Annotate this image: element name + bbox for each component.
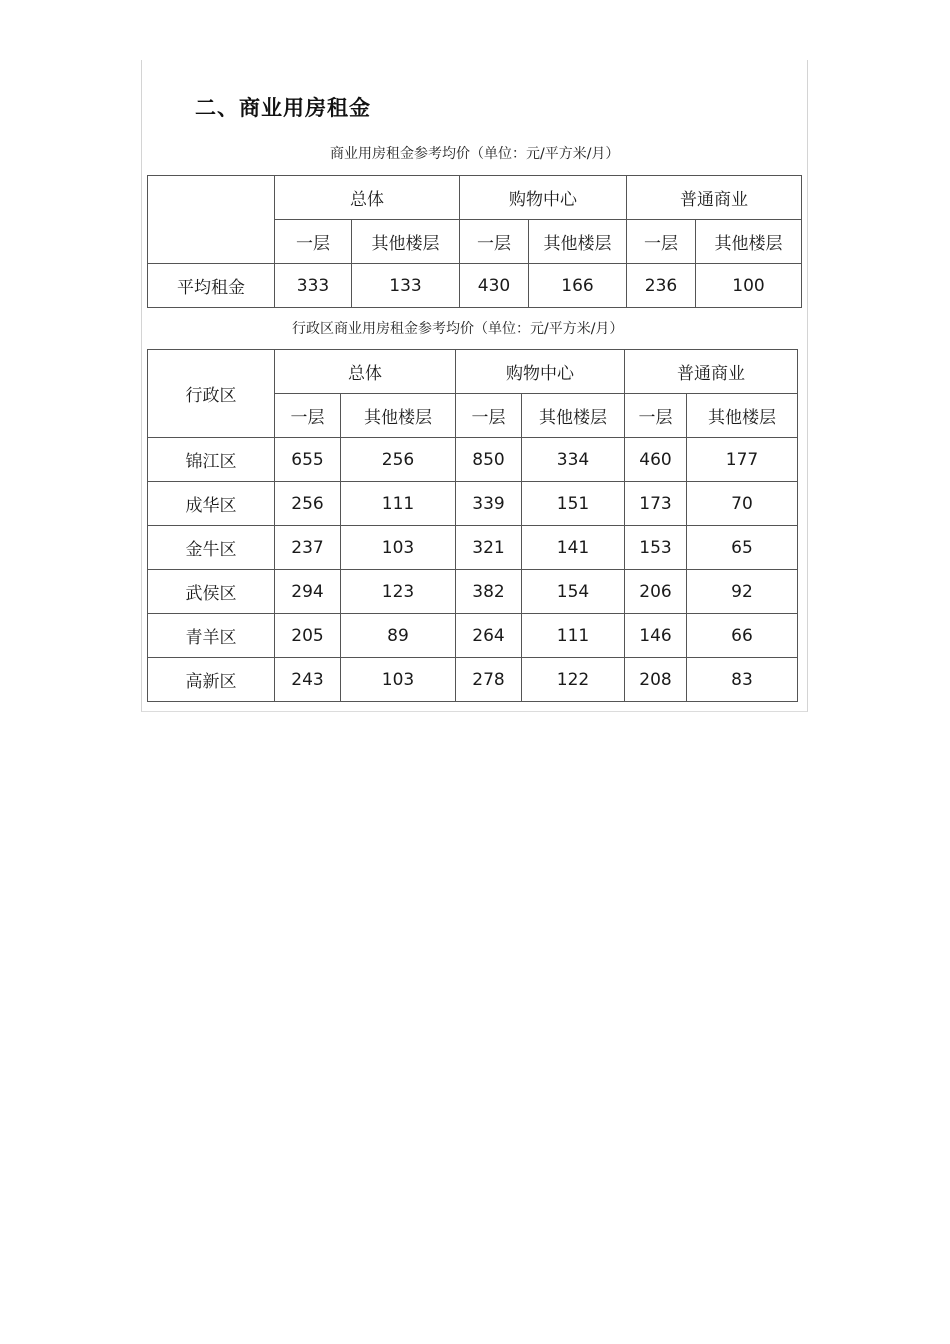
value-cell: 154 [522, 570, 625, 614]
subheader-cell: 其他楼层 [529, 220, 627, 264]
value-cell: 173 [625, 482, 687, 526]
table-row [148, 264, 802, 308]
value-cell: 460 [625, 438, 687, 482]
district-column-header: 行政区 [148, 350, 275, 438]
value-cell: 153 [625, 526, 687, 570]
subheader-cell: 一层 [625, 394, 687, 438]
value-cell: 264 [456, 614, 522, 658]
value-cell: 177 [687, 438, 798, 482]
table2-caption: 行政区商业用房租金参考均价（单位：元/平方米/月） [292, 321, 624, 337]
value-cell: 243 [275, 658, 341, 702]
value-cell: 100 [696, 264, 802, 308]
value-cell: 70 [687, 482, 798, 526]
value-cell: 850 [456, 438, 522, 482]
group-header-shopping-center: 购物中心 [456, 350, 625, 394]
value-cell: 237 [275, 526, 341, 570]
value-cell: 430 [460, 264, 529, 308]
value-cell: 133 [352, 264, 460, 308]
subheader-cell: 一层 [275, 220, 352, 264]
value-cell: 89 [341, 614, 456, 658]
value-cell: 256 [275, 482, 341, 526]
group-header-shopping-center: 购物中心 [460, 176, 627, 220]
subheader-cell: 其他楼层 [352, 220, 460, 264]
table-row [148, 482, 798, 526]
subheader-cell: 一层 [275, 394, 341, 438]
value-cell: 382 [456, 570, 522, 614]
value-cell: 151 [522, 482, 625, 526]
subheader-cell: 其他楼层 [696, 220, 802, 264]
rent-summary-table [147, 175, 802, 308]
section-heading: 二、商业用房租金 [195, 96, 371, 120]
value-cell: 111 [341, 482, 456, 526]
row-label: 锦江区 [148, 438, 275, 482]
subheader-cell: 一层 [460, 220, 529, 264]
subheader-cell: 其他楼层 [522, 394, 625, 438]
group-header-general-retail: 普通商业 [627, 176, 802, 220]
value-cell: 103 [341, 526, 456, 570]
value-cell: 334 [522, 438, 625, 482]
value-cell: 123 [341, 570, 456, 614]
value-cell: 92 [687, 570, 798, 614]
subheader-cell: 一层 [627, 220, 696, 264]
value-cell: 256 [341, 438, 456, 482]
table-row [148, 438, 798, 482]
value-cell: 206 [625, 570, 687, 614]
value-cell: 83 [687, 658, 798, 702]
table1-caption: 商业用房租金参考均价（单位：元/平方米/月） [330, 146, 620, 162]
value-cell: 103 [341, 658, 456, 702]
table-row [148, 658, 798, 702]
group-header-general-retail: 普通商业 [625, 350, 798, 394]
value-cell: 205 [275, 614, 341, 658]
table-header-row [148, 350, 798, 394]
row-label: 金牛区 [148, 526, 275, 570]
group-header-overall: 总体 [275, 350, 456, 394]
row-label: 平均租金 [148, 264, 275, 308]
value-cell: 146 [625, 614, 687, 658]
subheader-cell: 其他楼层 [341, 394, 456, 438]
group-header-overall: 总体 [275, 176, 460, 220]
row-label: 高新区 [148, 658, 275, 702]
subheader-cell: 其他楼层 [687, 394, 798, 438]
value-cell: 111 [522, 614, 625, 658]
value-cell: 66 [687, 614, 798, 658]
table-corner-cell [148, 176, 275, 264]
row-label: 成华区 [148, 482, 275, 526]
value-cell: 321 [456, 526, 522, 570]
value-cell: 294 [275, 570, 341, 614]
value-cell: 141 [522, 526, 625, 570]
district-rent-table [147, 349, 798, 702]
row-label: 青羊区 [148, 614, 275, 658]
value-cell: 236 [627, 264, 696, 308]
value-cell: 122 [522, 658, 625, 702]
table-row [148, 614, 798, 658]
value-cell: 65 [687, 526, 798, 570]
table-header-row [148, 176, 802, 220]
value-cell: 333 [275, 264, 352, 308]
table-row [148, 526, 798, 570]
value-cell: 208 [625, 658, 687, 702]
value-cell: 278 [456, 658, 522, 702]
value-cell: 339 [456, 482, 522, 526]
table-row [148, 570, 798, 614]
value-cell: 166 [529, 264, 627, 308]
row-label: 武侯区 [148, 570, 275, 614]
value-cell: 655 [275, 438, 341, 482]
subheader-cell: 一层 [456, 394, 522, 438]
